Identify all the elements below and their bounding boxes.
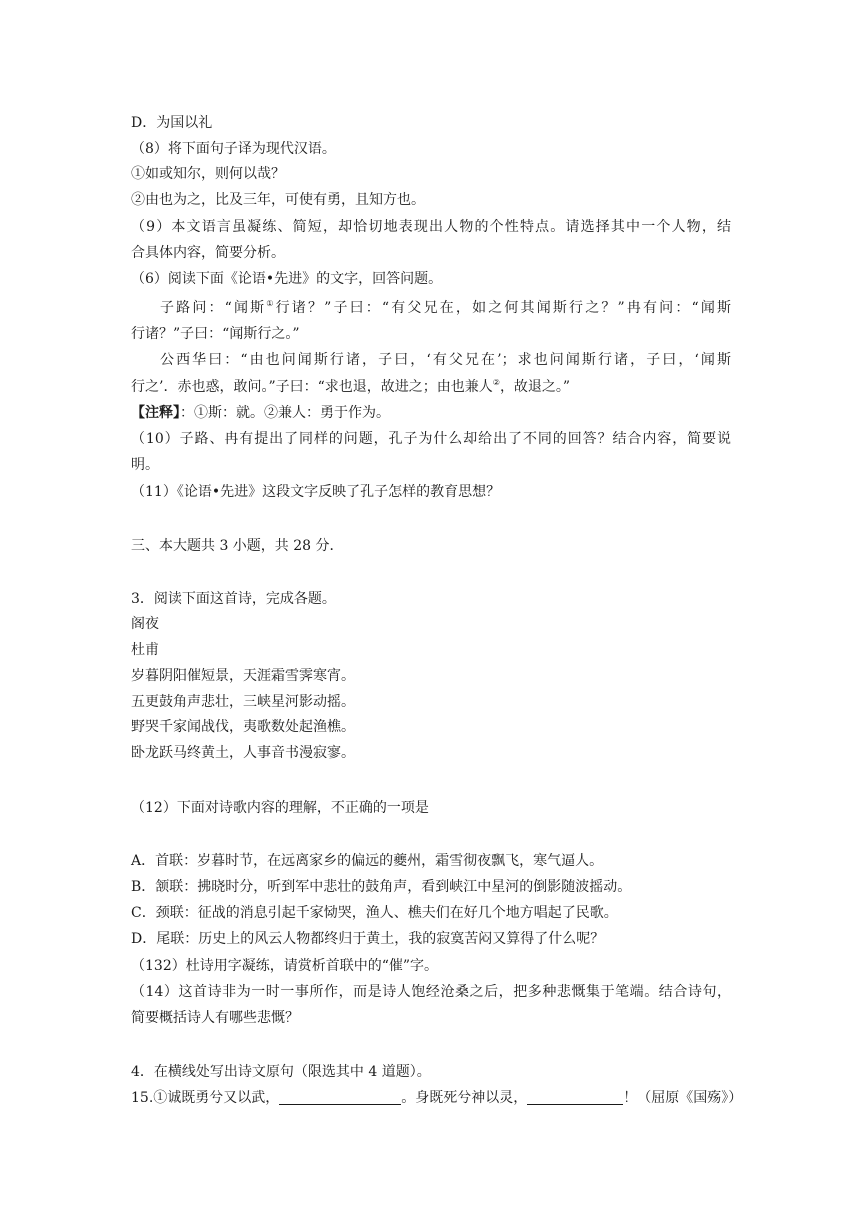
option-a: A．首联：岁暮时节，在远离家乡的偏远的夔州，霜雪彻夜飘飞，寒气逼人。 bbox=[131, 853, 604, 869]
poem-line-3: 野哭千家闻战伐，夷歌数处起渔樵。 bbox=[131, 719, 355, 735]
question-12: （12）下面对诗歌内容的理解，不正确的一项是 bbox=[131, 800, 429, 816]
fill-text: ！（屈原《国殇》） bbox=[623, 1090, 743, 1106]
question-14-line-1: （14）这首诗非为一时一事所作，而是诗人饱经沧桑之后，把多种悲慨集于笔端。结合诗句， bbox=[131, 984, 731, 1000]
sentence-1: ①如或知尔，则何以哉？ bbox=[131, 166, 285, 182]
passage-paragraph-1-line-1 bbox=[160, 298, 731, 318]
passage-text: 行诸？”子曰：“有父兄在，如之何其闻斯行之？”冉有问：“闻斯 bbox=[275, 300, 731, 316]
question-3-instruction: 3．阅读下面这首诗，完成各题。 bbox=[131, 591, 336, 607]
footnote-mark-1: ① bbox=[266, 299, 276, 308]
annotation bbox=[131, 403, 731, 423]
answer-blank-1[interactable] bbox=[279, 1090, 401, 1105]
question-4-instruction: 4．在横线处写出诗文原句（限选其中 4 道题）。 bbox=[131, 1064, 431, 1080]
poem-line-1: 岁暮阴阳催短景，天涯霜雪霁寒宵。 bbox=[131, 668, 355, 684]
question-9-line-2: 合具体内容，简要分析。 bbox=[131, 245, 285, 261]
question-8: （8）将下面句子译为现代汉语。 bbox=[131, 141, 336, 157]
question-9-line-1: （9）本文语言虽凝练、简短，却恰切地表现出人物的个性特点。请选择其中一个人物，结 bbox=[131, 219, 731, 235]
option-c: C．颈联：征战的消息引起千家恸哭，渔人、樵夫们在好几个地方唱起了民歌。 bbox=[131, 905, 618, 921]
sentence-2: ②由也为之，比及三年，可使有勇，且知方也。 bbox=[131, 192, 425, 208]
option-b: B．颔联：拂晓时分，听到军中悲壮的鼓角声，看到峡江中星河的倒影随波摇动。 bbox=[131, 879, 632, 895]
option-d: D．尾联：历史上的风云人物都终归于黄土，我的寂寞苦闷又算得了什么呢？ bbox=[131, 931, 605, 947]
passage-paragraph-2-line-2 bbox=[131, 377, 731, 397]
annotation-label: 【注释】 bbox=[131, 405, 180, 421]
fill-text: 。身既死兮神以灵， bbox=[401, 1090, 528, 1106]
reading-instruction: （6）阅读下面《论语•先进》的文字，回答问题。 bbox=[131, 271, 443, 287]
passage-text: 行之’．赤也惑，敢问。”子曰：“求也退，故进之；由也兼人 bbox=[131, 379, 493, 395]
poem-line-4: 卧龙跃马终黄土，人事音书漫寂寥。 bbox=[131, 745, 355, 761]
answer-blank-2[interactable] bbox=[527, 1090, 623, 1105]
question-11: （11）《论语•先进》这段文字反映了孔子怎样的教育思想？ bbox=[131, 484, 501, 500]
question-13: （132）杜诗用字凝练，请赏析首联中的“催”字。 bbox=[131, 958, 439, 974]
question-10-line-2: 明。 bbox=[131, 457, 159, 473]
footnote-mark-2: ② bbox=[492, 378, 500, 387]
question-14-line-2: 简要概括诗人有哪些悲慨？ bbox=[131, 1010, 299, 1026]
poem-line-2: 五更鼓角声悲壮，三峡星河影动摇。 bbox=[131, 694, 355, 710]
fill-text: 15.①诚既勇兮又以武， bbox=[131, 1090, 280, 1106]
passage-text: ，故退之。” bbox=[499, 379, 571, 395]
passage-text: 子路问：“闻斯 bbox=[160, 300, 267, 316]
fill-in-line-15 bbox=[131, 1088, 743, 1108]
question-10-line-1: （10）子路、冉有提出了同样的问题，孔子为什么却给出了不同的回答？结合内容，简要说 bbox=[131, 431, 731, 447]
poem-author: 杜甫 bbox=[131, 642, 159, 658]
passage-paragraph-2-line-1: 公西华曰：“由也问闻斯行诸，子曰，‘有父兄在’；求也问闻斯行诸，子曰，‘闻斯 bbox=[160, 352, 731, 368]
passage-paragraph-1-line-2: 行诸？”子曰：“闻斯行之。” bbox=[131, 326, 300, 342]
poem-title: 阁夜 bbox=[131, 616, 159, 632]
option-d-text: D．为国以礼 bbox=[131, 115, 213, 131]
annotation-text: ：①斯：就。②兼人：勇于作为。 bbox=[180, 405, 390, 421]
section-heading: 三、本大题共 3 小题，共 28 分． bbox=[131, 538, 344, 554]
